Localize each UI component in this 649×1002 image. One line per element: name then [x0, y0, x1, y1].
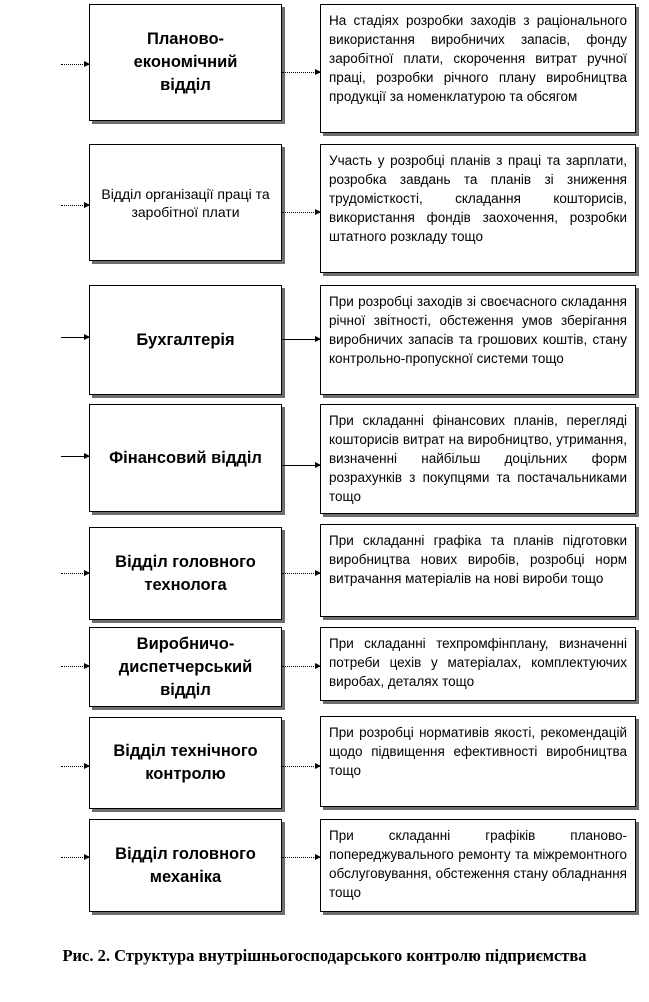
input-arrow-5	[61, 573, 89, 574]
description-box-mechanic	[320, 819, 636, 912]
link-arrow-7	[282, 766, 320, 767]
description-text: При складанні графіків планово-попереджувального ремонту та міжремонтного обслуговування, обстеження стану обладнання тощо	[329, 828, 627, 900]
input-arrow-6	[61, 666, 89, 667]
description-text: Участь у розробці планів з праці та зарплати, розробка завдань та планів зі зниження трудомісткості, складання кошторисів, використання фондів заохочення, розробки штатного розкладу тощо	[329, 153, 627, 244]
description-box-accounting	[320, 285, 636, 395]
department-label: Відділ організації праці та заробітної плати	[101, 185, 270, 220]
input-arrow-2	[61, 205, 89, 206]
link-arrow-5	[282, 573, 320, 574]
department-label: Планово- економічний відділ	[133, 30, 238, 94]
department-label: Відділ головного механіка	[115, 844, 256, 886]
link-arrow-6	[282, 666, 320, 667]
department-label: Виробничо- диспетчерський відділ	[118, 634, 253, 699]
description-text: При розробці нормативів якості, рекомендацій щодо підвищення ефективності виробництва тощо	[329, 725, 627, 778]
link-arrow-1	[282, 72, 320, 73]
department-label: Фінансовий відділ	[109, 448, 262, 467]
input-arrow-8	[61, 857, 89, 858]
link-arrow-2	[282, 212, 320, 213]
description-box-finance	[320, 404, 636, 514]
description-text: При складанні техпромфінплану, визначенні потреби цехів у матеріалах, комплектуючих виробах, деталях тощо	[329, 636, 627, 689]
department-box-dispatch	[89, 627, 282, 707]
department-label: Відділ головного технолога	[115, 552, 256, 594]
description-text: При складанні фінансових планів, перегляді кошторисів витрат на виробництво, утримання, визначенні найбільш доцільних форм розрахунків з покупцями та постачальниками тощо	[329, 413, 627, 504]
department-label: Відділ технічного контролю	[113, 742, 258, 783]
department-box-accounting	[89, 285, 282, 395]
description-text: При розробці заходів зі своєчасного складання річної звітності, обстеження умов зберігання виробничих запасів та грошових коштів, стану контрольно-пропускної системи тощо	[329, 294, 627, 366]
description-text: На стадіях розробки заходів з раціонального використання виробничих запасів, фонду заробітної плати, скорочення витрат ручної праці, розробки річного плану виробництва продукції за номенклатурою та обсягом	[329, 13, 627, 104]
input-arrow-7	[61, 766, 89, 767]
description-box-dispatch	[320, 627, 636, 701]
input-arrow-4	[61, 456, 89, 457]
description-box-quality-control	[320, 716, 636, 807]
description-box-planning	[320, 4, 636, 133]
department-box-quality-control	[89, 717, 282, 809]
figure-caption	[60, 945, 589, 967]
department-box-planning	[89, 4, 282, 121]
department-label: Бухгалтерія	[136, 330, 235, 349]
link-arrow-3	[282, 339, 320, 340]
department-box-finance	[89, 404, 282, 512]
description-box-technologist	[320, 524, 636, 617]
department-box-technologist	[89, 527, 282, 620]
department-box-labour	[89, 144, 282, 261]
link-arrow-4	[282, 465, 320, 466]
description-box-labour	[320, 144, 636, 273]
link-arrow-8	[282, 857, 320, 858]
input-arrow-3	[61, 337, 89, 338]
description-text: При складанні графіка та планів підготовки виробництва нових виробів, розробці норм витрачання матеріалів на нові вироби тощо	[329, 533, 627, 586]
caption-title: Структура внутрішньогосподарського контролю підприємства	[114, 946, 587, 965]
input-arrow-1	[61, 64, 89, 65]
caption-lead: Рис. 2.	[62, 946, 110, 965]
department-box-mechanic	[89, 819, 282, 912]
